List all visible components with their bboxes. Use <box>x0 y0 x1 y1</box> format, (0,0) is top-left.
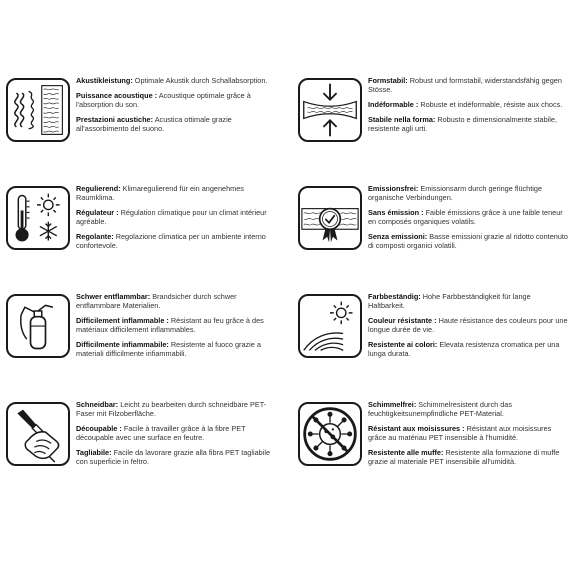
emission-badge-icon <box>298 186 362 250</box>
entry-fr: Découpable : Facile à travailler grâce à la fibre PET découpable avec une surface en feutre. <box>76 424 246 443</box>
entry-de: Schimmelfrei: Schimmelresistent durch das feuchtigkeitsunempfindliche PET-Material. <box>368 400 512 419</box>
feature-text-colorfast <box>368 292 568 365</box>
entry-de: Farbbeständig: Hohe Farbbeständigkeit für lange Haltbarkeit. <box>368 292 531 311</box>
entry-it: Regolante: Regolazione climatica per un ambiente interno confortevole. <box>76 232 266 251</box>
compression-arrows-icon <box>298 78 362 142</box>
thermometer-sun-snow-icon <box>6 186 70 250</box>
entry-it: Prestazioni acustiche: Acustica ottimale grazie all'assorbimento del suono. <box>76 115 232 134</box>
sun-rainbow-icon <box>298 294 362 358</box>
entry-fr: Difficilement inflammable : Résistant au feu grâce à des matériaux difficilement inflammables. <box>76 316 264 335</box>
entry-it: Senza emissioni: Basse emissioni grazie al ridotto contenuto di composti organici volatili. <box>368 232 568 251</box>
feature-text-emission <box>368 184 568 257</box>
entry-it: Stabile nella forma: Robusto e dimensionalmente stabile, resistente agli urti. <box>368 115 558 134</box>
feature-text-cuttable <box>76 400 276 473</box>
entry-de: Akustikleistung: Optimale Akustik durch Schallabsorption. <box>76 76 268 85</box>
entry-it: Tagliabile: Facile da lavorare grazie alla fibra PET tagliabile con superficie in feltro. <box>76 448 271 467</box>
fire-extinguisher-icon <box>6 294 70 358</box>
entry-fr: Puissance acoustique : Acoustique optimale grâce à l'absorption du son. <box>76 91 251 110</box>
entry-de: Formstabil: Robust und formstabil, widerstandsfähig gegen Stösse. <box>368 76 562 95</box>
no-mold-icon <box>298 402 362 466</box>
feature-text-form-stable <box>368 76 568 139</box>
entry-it: Resistente ai colori: Elevata resistenza cromatica per una lunga durata. <box>368 340 560 359</box>
entry-de: Emissionsfrei: Emissionsarm durch geringe flüchtige organische Verbindungen. <box>368 184 542 203</box>
entry-fr: Résistant aux moisissures : Résistant aux moisissures grâce au matériau PET insensible à l'humidité. <box>368 424 552 443</box>
acoustic-waves-icon <box>6 78 70 142</box>
entry-fr: Couleur résistante : Haute résistance des couleurs pour une longue durée de vie. <box>368 316 568 335</box>
entry-de: Schneidbar: Leicht zu bearbeiten durch schneidbare PET-Faser mit Filzoberfläche. <box>76 400 267 419</box>
entry-fr: Sans émission : Faible émissions grâce à une faible teneur en composés organiques volatils. <box>368 208 563 227</box>
entry-fr: Régulateur : Régulation climatique pour un climat intérieur agréable. <box>76 208 267 227</box>
entry-de: Schwer entflammbar: Brandsicher durch schwer entflammbare Materialien. <box>76 292 237 311</box>
feature-text-mold-free <box>368 400 568 473</box>
entry-de: Regulierend: Klimaregulierend für ein angenehmes Raumklima. <box>76 184 244 203</box>
feature-text-climate <box>76 184 276 257</box>
entry-it: Resistente alle muffe: Resistente alla formazione di muffe grazie al materiale PET insensibile all'umidità. <box>368 448 560 467</box>
feature-text-acoustics <box>76 76 276 139</box>
feature-text-flame <box>76 292 276 365</box>
entry-fr: Indéformable : Robuste et indéformable, résiste aux chocs. <box>368 100 563 110</box>
entry-it: Difficilmente infiammabile: Resistente al fuoco grazie a materiali difficilmente infiammabili. <box>76 340 261 359</box>
cutter-hand-icon <box>6 402 70 466</box>
